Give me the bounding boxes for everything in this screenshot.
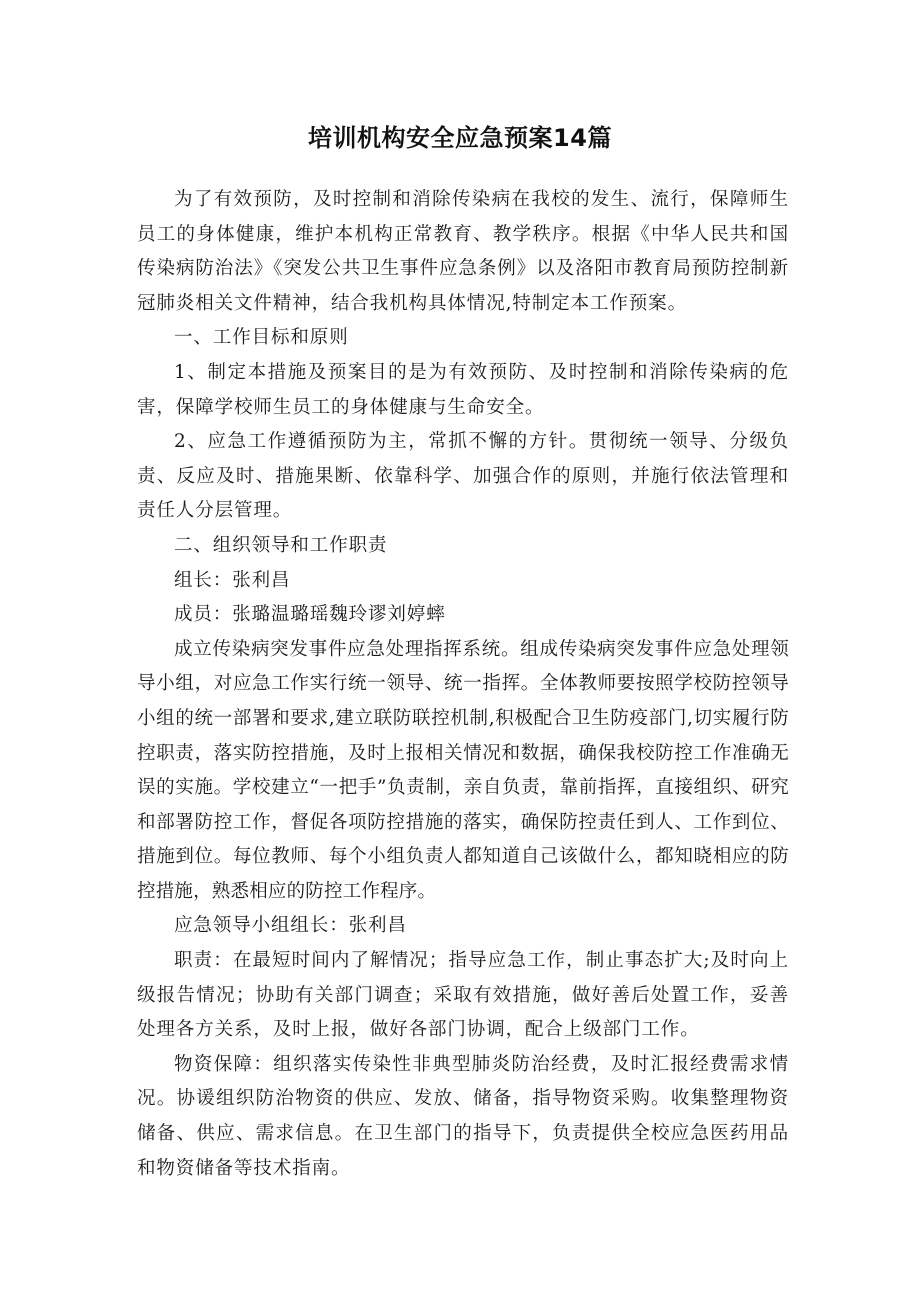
paragraph-goal-1: 1、制定本措施及预案目的是为有效预防、及时控制和消除传染病的危害，保障学校师生员工的身体健康与生命安全。 xyxy=(137,361,789,418)
paragraph-command-system: 成立传染病突发事件应急处理指挥系统。组成传染病突发事件应急处理领导小组，对应急工作实行统一领导、统一指挥。全体教师要按照学校防控领导小组的统一部署和要求,建立联防联控机制,积极配合卫生防疫部门,切实履行防控职责，落实防控措施，及时上报相关情况和数据，确保我校防控工作准确无误的实施。学校建立“一把手”负责制，亲自负责，靠前指挥，直接组织、研究和部署防控工作，督促各项防控措施的落实，确保防控责任到人、工作到位、措施到位。每位教师、每个小组负责人都知道自己该做什么，都知晓相应的防控措施，熟悉相应的防控工作程序。 xyxy=(137,638,789,902)
paragraph-goal-2: 2、应急工作遵循预防为主，常抓不懈的方针。贯彻统一领导、分级负责、反应及时、措施果断、依靠科学、加强合作的原则，并施行依法管理和责任人分层管理。 xyxy=(137,431,789,522)
heading-organization: 二、组织领导和工作职责 xyxy=(174,534,388,556)
paragraph-team-members: 成员：张璐温璐瑶魏玲谬刘婷蟀 xyxy=(174,604,446,626)
paragraph-duties: 职责：在最短时间内了解情况；指导应急工作，制止事态扩大;及时向上级报告情况；协助有关部门调查；采取有效措施，做好善后处置工作，妥善处理各方关系，及时上报，做好各部门协调，配合上级部门工作。 xyxy=(137,950,789,1041)
paragraph-team-leader: 组长：张利昌 xyxy=(174,569,291,591)
paragraph-supplies: 物资保障：组织落实传染性非典型肺炎防治经费，及时汇报经费需求情况。协谖组织防治物资的供应、发放、储备，指导物资采购。收集整理物资储备、供应、需求信息。在卫生部门的指导下，负责提供全校应急医药用品和物资储备等技术指南。 xyxy=(137,1053,789,1179)
paragraph-intro: 为了有效预防，及时控制和消除传染病在我校的发生、流行，保障师生员工的身体健康，维护本机构正常教育、教学秩序。根据《中华人民共和国传染病防治法》《突发公共卫生事件应急条例》以及洛阳市教育局预防控制新冠肺炎相关文件精神，结合我机构具体情况,特制定本工作预案。 xyxy=(137,189,789,314)
paragraph-emergency-leader: 应急领导小组组长：张利昌 xyxy=(174,915,407,937)
document-title: 培训机构安全应急预案14篇 xyxy=(308,124,612,152)
heading-work-goals: 一、工作目标和原则 xyxy=(174,327,349,349)
document-body xyxy=(137,183,789,1186)
